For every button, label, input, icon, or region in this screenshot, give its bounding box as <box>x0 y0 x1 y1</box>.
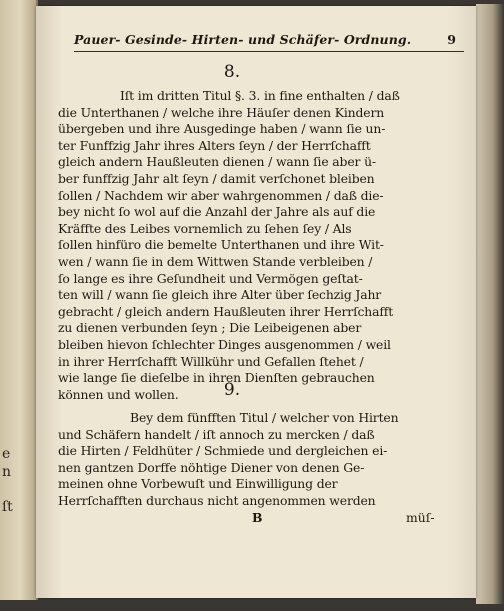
text-line: Iſt im dritten Titul §. 3. in fine enthalten / daß <box>120 88 400 103</box>
signature-mark: B <box>252 510 263 525</box>
text-line: übergeben und ihre Ausgedinge haben / wann ſie un- <box>58 121 386 137</box>
header-rule <box>74 51 464 52</box>
previous-page-fragment: e <box>2 446 11 462</box>
text-line: Bey dem fünfften Titul / welcher von Hirten <box>130 410 399 425</box>
page-number: 9 <box>447 32 456 47</box>
page-right-edge <box>476 4 504 604</box>
text-line: gebracht / gleich andern Haußleuten ihrer Herrſchafft <box>58 303 394 319</box>
text-line: wie lange ſie dieſelbe in ihren Dienſten gebrauchen <box>58 370 375 386</box>
text-line: meinen ohne Vorbewuſt und Einwilligung der <box>58 476 338 492</box>
section-paragraph <box>58 88 462 403</box>
section-number: 8. <box>223 62 241 82</box>
text-line: und Schäfern handelt / iſt annoch zu mercken / daß <box>58 426 375 442</box>
text-line: ter Funffzig Jahr ihres Alters ſeyn / der Herrſchafft <box>58 137 371 153</box>
text-line: ber funffzig Jahr alt ſeyn / damit verſchonet bleiben <box>58 170 375 186</box>
running-head <box>74 32 454 47</box>
text-line: gleich andern Haußleuten dienen / wann ſie aber ü- <box>58 154 376 170</box>
text-line: wen / wann ſie in dem Wittwen Stande verbleiben / <box>58 253 373 269</box>
text-line: ſo lange es ihre Geſundheit und Vermögen geſtat- <box>58 270 363 286</box>
text-line: die Unterthanen / welche ihre Häuſer denen Kindern <box>58 104 385 120</box>
previous-page-fragment: ſt <box>2 499 13 515</box>
text-line: bleiben hievon ſchlechter Dinges ausgenommen / weil <box>58 336 391 352</box>
running-head-title: Pauer- Gesinde- Hirten- und Schäfer- Ordnung. <box>74 32 412 47</box>
text-line: Herrſchafften durchaus nicht angenommen werden <box>58 492 376 508</box>
text-line: die Hirten / Feldhüter / Schmiede und dergleichen ei- <box>58 443 388 459</box>
text-line: ſollen / Nachdem wir aber wahrgenommen / daß die- <box>58 187 384 203</box>
text-line: bey nicht ſo wol auf die Anzahl der Jahre als auf die <box>58 204 376 220</box>
text-line: können und wollen. <box>58 386 179 402</box>
section-paragraph <box>58 410 462 510</box>
catchword: müſ- <box>406 510 435 525</box>
text-line: Kräffte des Leibes vornemlich zu ſehen ſey / Als <box>58 220 352 236</box>
text-line: zu dienen verbunden ſeyn ; Die Leibeigenen aber <box>58 320 362 336</box>
previous-page-edge <box>0 0 38 600</box>
text-line: ſollen hinfüro die bemelte Unterthanen und ihre Wit- <box>58 237 384 253</box>
section-number: 9. <box>223 380 241 400</box>
document-page <box>36 6 476 598</box>
text-line: nen gantzen Dorffe nöhtige Diener von denen Ge- <box>58 459 365 475</box>
text-line: in ihrer Herrſchafft Willkühr und Gefallen ſtehet / <box>58 353 364 369</box>
text-line: ten will / wann ſie gleich ihre Alter über ſechzig Jahr <box>58 287 382 303</box>
previous-page-fragment: n <box>2 464 12 480</box>
